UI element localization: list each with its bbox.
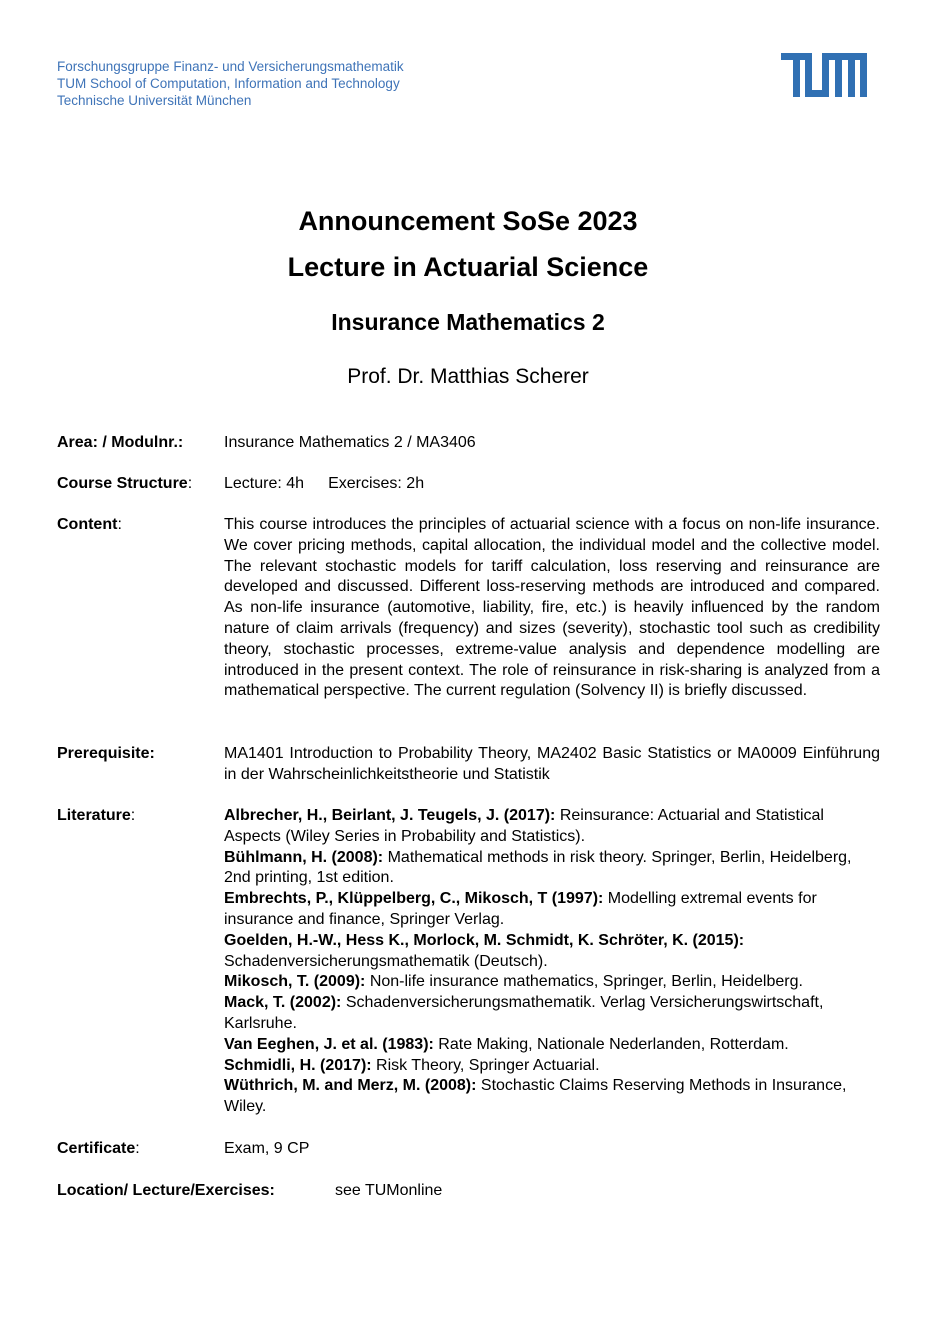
certificate-label: Certificate — [57, 1140, 136, 1157]
literature-colon: : — [130, 807, 136, 824]
literature-authors: Van Eeghen, J. et al. (1983): — [224, 1035, 434, 1053]
literature-entry — [224, 889, 880, 931]
literature-authors: Goelden, H.-W., Hess K., Morlock, M. Schmidt, K. Schröter, K. (2015): — [224, 931, 745, 949]
area-label: Area: / Modulnr.: — [57, 434, 184, 451]
institution-line-3: Technische Universität München — [57, 93, 252, 108]
lecturer-name: Prof. Dr. Matthias Scherer — [347, 365, 589, 388]
structure-colon: : — [187, 475, 193, 492]
institution-line-1: Forschungsgruppe Finanz- und Versicherungsmathematik — [57, 59, 404, 74]
literature-authors: Albrecher, H., Beirlant, J. Teugels, J. (2017): — [224, 807, 556, 824]
prerequisite-value: MA1401 Introduction to Probability Theory, MA2402 Basic Statistics or MA0009 Einführung in der Wahrscheinlichkeitstheorie und Statistik — [224, 745, 880, 783]
exercise-hours: Exercises: 2h — [328, 475, 425, 492]
literature-list — [224, 806, 880, 1118]
certificate-value: Exam, 9 CP — [224, 1140, 310, 1157]
literature-entry — [224, 1056, 880, 1077]
literature-title: Reinsurance: Actuarial and Statistical Aspects (Wiley Series in Probability and Statistics). — [224, 807, 824, 845]
literature-entry — [224, 972, 880, 993]
literature-entry — [224, 806, 880, 848]
literature-title: Rate Making, Nationale Nederlanden, Rotterdam. — [433, 1035, 789, 1053]
lecture-hours: Lecture: 4h — [224, 475, 305, 492]
literature-title: Stochastic Claims Reserving Methods in Insurance, Wiley. — [224, 1077, 847, 1116]
literature-entry — [224, 1076, 880, 1118]
literature-title: Schadenversicherungsmathematik (Deutsch). — [224, 952, 548, 970]
prerequisite-label: Prerequisite: — [57, 745, 155, 762]
literature-entry — [224, 993, 880, 1035]
institution-header — [57, 58, 404, 109]
literature-label: Literature — [57, 807, 131, 824]
content-colon: : — [117, 516, 122, 533]
literature-entry — [224, 1035, 880, 1056]
literature-title: Mathematical methods in risk theory. Springer, Berlin, Heidelberg, 2nd printing, 1st edition. — [224, 848, 852, 887]
institution-line-2: TUM School of Computation, Information and Technology — [57, 76, 400, 91]
literature-authors: Bühlmann, H. (2008): — [224, 848, 384, 866]
literature-authors: Schmidli, H. (2017): — [224, 1056, 372, 1074]
literature-entry — [224, 848, 880, 890]
literature-title: Risk Theory, Springer Actuarial. — [371, 1056, 600, 1074]
tum-logo-icon — [781, 53, 867, 97]
literature-title: Modelling extremal events for insurance and finance, Springer Verlag. — [224, 890, 817, 928]
literature-title: Non-life insurance mathematics, Springer, Berlin, Heidelberg. — [365, 973, 803, 991]
literature-authors: Wüthrich, M. and Merz, M. (2008): — [224, 1077, 477, 1095]
structure-label: Course Structure — [57, 475, 188, 492]
literature-authors: Embrechts, P., Klüppelberg, C., Mikosch, T (1997): — [224, 890, 604, 908]
lecture-subtitle: Lecture in Actuarial Science — [287, 252, 649, 282]
area-value: Insurance Mathematics 2 / MA3406 — [224, 434, 476, 451]
announcement-title: Announcement SoSe 2023 — [298, 206, 638, 236]
certificate-colon: : — [135, 1140, 140, 1157]
content-label: Content — [57, 516, 118, 533]
course-title: Insurance Mathematics 2 — [331, 309, 605, 335]
literature-authors: Mack, T. (2002): — [224, 994, 342, 1012]
literature-title: Schadenversicherungsmathematik. Verlag Versicherungswirtschaft, Karlsruhe. — [224, 994, 824, 1032]
content-description: This course introduces the principles of actuarial science with a focus on non-life insurance. We cover pricing methods, capital allocation, the individual model and the collective model. The relevant stochastic models for tariff calculation, loss reserving and reinsurance are developed and discussed. Different loss-reserving methods are introduced and compared. As non-life insurance (automotive, liability, fire, etc.) is heavily influenced by the random nature of claim arrivals (frequency) and sizes (severity), stochastic tool such as credibility theory, stochastic processes, extreme-value analysis and dependence modelling are introduced in the present context. The role of reinsurance in risk-sharing is analyzed from a mathematical perspective. The current regulation (Solvency II) is briefly discussed. — [224, 516, 880, 700]
literature-authors: Mikosch, T. (2009): — [224, 973, 366, 991]
literature-entry — [224, 931, 880, 973]
location-label: Location/ Lecture/Exercises: — [57, 1182, 275, 1199]
location-value: see TUMonline — [335, 1182, 443, 1199]
